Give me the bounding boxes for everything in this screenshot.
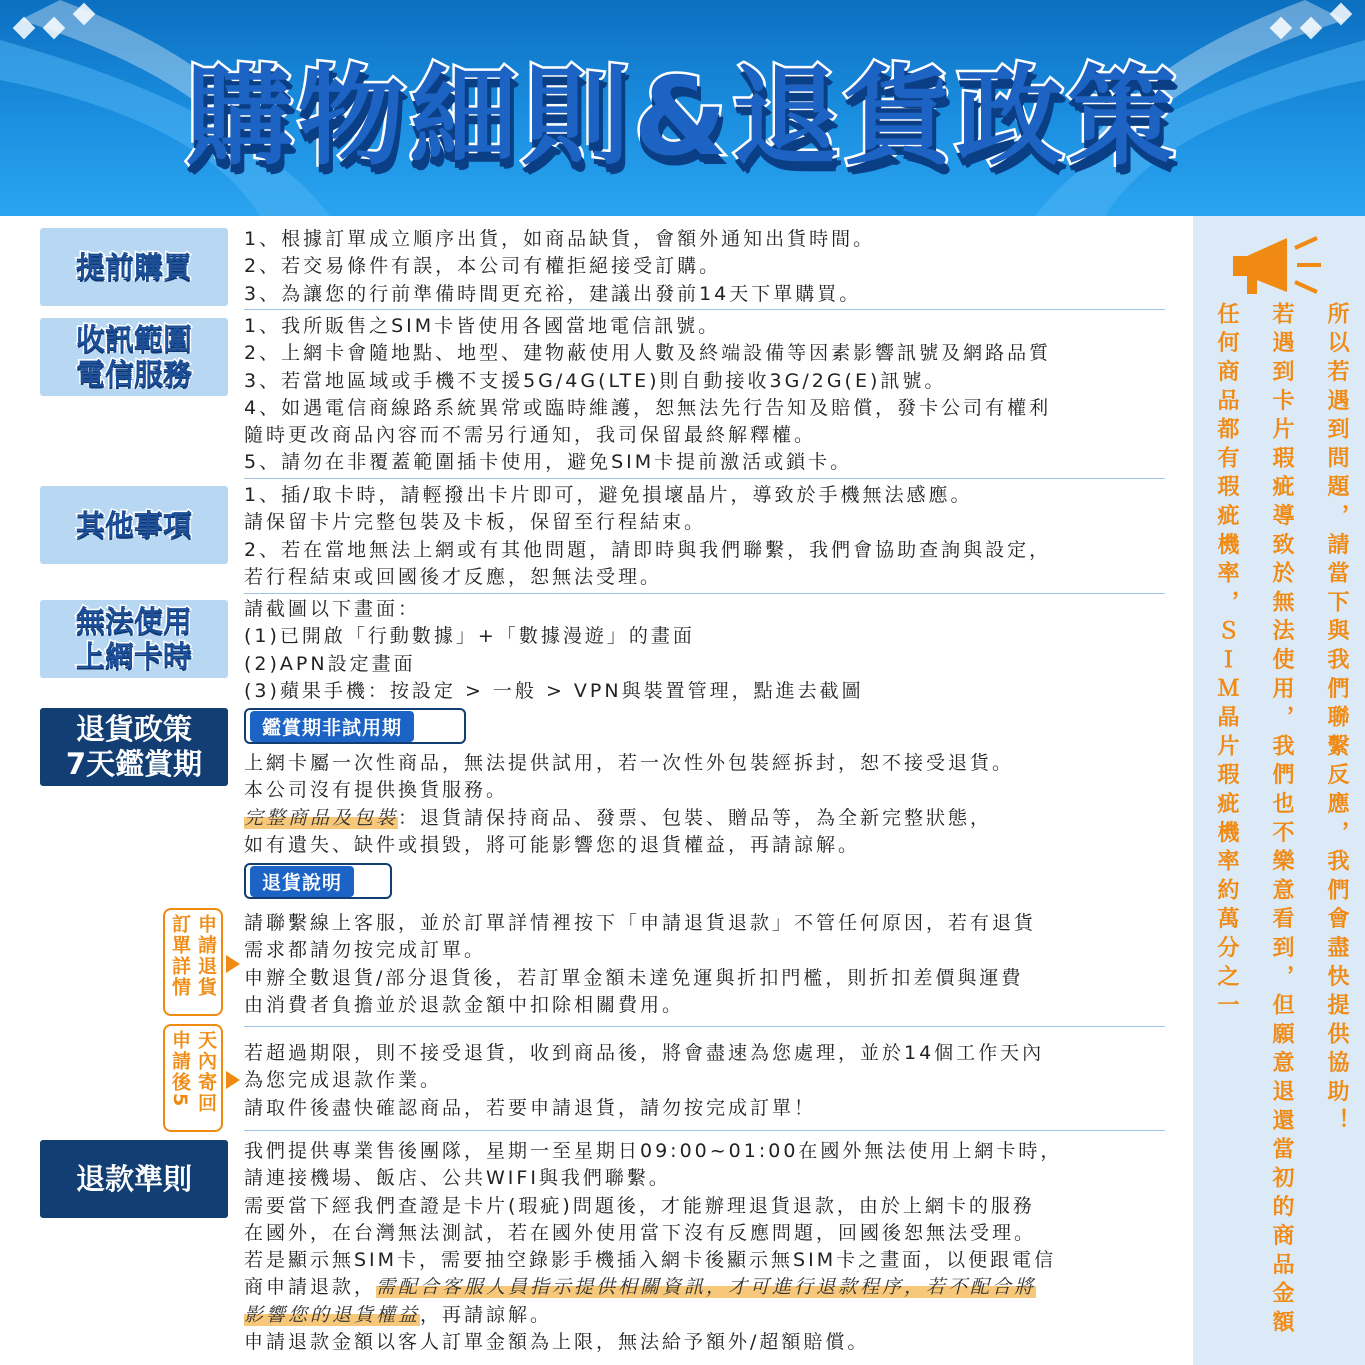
section-other-text <box>244 482 1169 591</box>
label-text: 其他事項 <box>75 507 192 542</box>
text-line: 若是顯示無SIM卡，需要抽空錄影手機插入網卡後顯示無SIM卡之畫面，以便跟電信 <box>244 1249 1057 1272</box>
badge-column: 訂單詳情 <box>169 914 191 998</box>
tag-return-desc <box>244 863 392 899</box>
text-line: 在國外，在台灣無法測試，若在國外使用當下沒有反應問題，回國後恕無法受理。 <box>244 1221 1037 1244</box>
text-line: 請保留卡片完整包裝及卡板，保留至行程結束。 <box>244 511 707 534</box>
notice-column: 若遇到卡片瑕疵導致於無法使用，我們也不樂意看到，但願意退還當初的商品金額 <box>1269 302 1294 1339</box>
highlight-text: 影響您的退貨權益 <box>244 1303 421 1326</box>
page-title: 購物細則&退貨政策 <box>185 55 1180 180</box>
header-banner <box>0 0 1365 216</box>
text-line: 隨時更改商品內容而不需另行通知，我司保留最終解釋權。 <box>244 424 817 447</box>
text-line: 3、為讓您的行前準備時間更充裕，建議出發前14天下單購買。 <box>244 282 862 305</box>
text-line: 4、如遇電信商線路系統異常或臨時維護，恕無法先行告知及賠償，發卡公司有權利 <box>244 396 1052 419</box>
text-line: 3、若當地區域或手機不支援5G/4G(LTE)則自動接收3G/2G(E)訊號。 <box>244 369 947 392</box>
text-line: 若行程結束或回國後才反應，恕無法受理。 <box>244 565 663 588</box>
text-line: 需求都請勿按完成訂單。 <box>244 939 487 962</box>
megaphone-icon <box>1231 230 1331 300</box>
label-line: 電信服務 <box>75 357 192 391</box>
label-other <box>40 486 228 564</box>
text-line: 由消費者負擔並於退款金額中扣除相關費用。 <box>244 993 685 1016</box>
text-line: 5、請勿在非覆蓋範圍插卡使用，避免SIM卡提前激活或鎖卡。 <box>244 451 853 474</box>
text-line: 如有遺失、缺件或損毀，將可能影響您的退貨權益，再請諒解。 <box>244 833 861 856</box>
section-coverage-text <box>244 313 1169 477</box>
label-text <box>76 322 192 392</box>
text-line: 申請退款金額以客人訂單金額為上限，無法給予額外/超額賠償。 <box>244 1331 870 1354</box>
text-line: 本公司沒有提供換貨服務。 <box>244 779 509 802</box>
label-text: 退款準則 <box>75 1161 192 1196</box>
label-line: 收訊範圍 <box>75 322 192 356</box>
section-return-policy-text <box>244 750 1169 859</box>
text-line: 若超過期限，則不接受退貨，收到商品後，將會盡速為您處理，並於14個工作天內 <box>244 1042 1045 1064</box>
text-line: 1、根據訂單成立順序出貨，如商品缺貨，會額外通知出貨時間。 <box>244 228 876 250</box>
text-line: 2、若在當地無法上網或有其他問題，請即時與我們聯繫，我們會協助查詢與設定， <box>244 538 1052 561</box>
section-advance-text <box>244 226 1169 308</box>
divider <box>244 478 1165 479</box>
text-line <box>244 805 1169 832</box>
divider <box>244 1026 1165 1027</box>
notice-column: 所以若遇到問題，請當下與我們聯繫反應，我們會盡快提供協助！ <box>1324 302 1349 1138</box>
label-line: 7天鑑賞期 <box>65 747 203 781</box>
text-line: 請截圖以下畫面： <box>244 598 421 620</box>
text-line: (1)已開啟「行動數據」+「數據漫遊」的畫面 <box>244 625 695 648</box>
arrow-right-icon <box>226 955 240 973</box>
label-line: 上網卡時 <box>75 639 192 673</box>
label-coverage <box>40 318 228 396</box>
divider <box>244 309 1165 310</box>
label-line: 退貨政策 <box>75 712 192 746</box>
text-fragment: ：退貨請保持商品、發票、包裝、贈品等，為全新完整狀態， <box>398 806 993 829</box>
arrow-right-icon <box>226 1071 240 1089</box>
badge-five-day-return <box>163 1024 223 1132</box>
highlight-text: 完整商品及包裝 <box>244 806 399 829</box>
text-line: 上網卡屬一次性商品，無法提供試用，若一次性外包裝經拆封，恕不接受退貨。 <box>244 752 1015 774</box>
text-line: 請連接機場、飯店、公共WIFI與我們聯繫。 <box>244 1167 671 1190</box>
text-line <box>244 1274 1169 1301</box>
text-line: 需要當下經我們查證是卡片(瑕疵)問題後，才能辦理退貨退款，由於上網卡的服務 <box>244 1194 1035 1217</box>
text-line: 我們提供專業售後團隊，星期一至星期日09:00~01:00在國外無法使用上網卡時， <box>244 1140 1063 1162</box>
tag-text: 鑑賞期非試用期 <box>250 711 414 742</box>
label-refund <box>40 1140 228 1218</box>
notice-column: 任何商品都有瑕疵機率，ＳＩＭ晶片瑕疵機率約萬分之一 <box>1214 302 1239 1022</box>
text-line: 1、我所販售之SIM卡皆使用各國當地電信訊號。 <box>244 315 721 337</box>
label-return-policy <box>40 708 228 786</box>
text-line: 申辦全數退貨/部分退貨後，若訂單金額未達免運與折扣門檻，則折扣差價與運費 <box>244 966 1024 989</box>
divider <box>244 1130 1165 1131</box>
divider <box>244 593 1165 594</box>
text-line: (3)蘋果手機：按設定 > 一般 > VPN與裝置管理，點進去截圖 <box>244 679 864 702</box>
text-line: 請取件後盡快確認商品，若要申請退貨，請勿按完成訂單！ <box>244 1096 817 1119</box>
tag-text: 退貨說明 <box>250 866 354 897</box>
text-line <box>244 1302 1169 1329</box>
badge-column: 申請退貨 <box>195 914 217 998</box>
section-refund-text <box>244 1138 1169 1356</box>
label-text <box>76 604 192 674</box>
text-line: 2、若交易條件有誤，本公司有權拒絕接受訂購。 <box>244 255 722 278</box>
text-line: (2)APN設定畫面 <box>244 652 416 675</box>
label-unusable <box>40 600 228 678</box>
badge-column: 天內寄回 <box>195 1030 217 1114</box>
label-advance-purchase <box>40 228 228 306</box>
label-line: 無法使用 <box>75 604 192 638</box>
notice-panel <box>1193 216 1365 1365</box>
section-return-desc-text-2 <box>244 1040 1169 1122</box>
notice-columns <box>1211 302 1351 1352</box>
section-unusable-text <box>244 596 1169 705</box>
label-text: 提前購買 <box>75 249 192 284</box>
badge-order-details-return <box>163 908 223 1016</box>
text-line: 為您完成退款作業。 <box>244 1069 443 1092</box>
badge-column: 申請後5 <box>169 1030 191 1109</box>
text-line: 2、上網卡會隨地點、地型、建物蔽使用人數及終端設備等因素影響訊號及網路品質 <box>244 342 1052 365</box>
section-return-desc-text-1 <box>244 910 1169 1019</box>
text-fragment: 商申請退款， <box>244 1276 377 1299</box>
text-line: 1、插/取卡時，請輕撥出卡片即可，避免損壞晶片，導致於手機無法感應。 <box>244 484 973 506</box>
tag-trial-notice <box>244 708 466 744</box>
text-fragment: ，再請諒解。 <box>420 1303 553 1326</box>
text-line: 請聯繫線上客服，並於訂單詳情裡按下「申請退貨退款」不管任何原因，若有退貨 <box>244 912 1037 934</box>
highlight-text: 需配合客服人員指示提供相關資訊，才可進行退款程序，若不配合將 <box>376 1276 1037 1299</box>
label-text <box>66 712 202 782</box>
